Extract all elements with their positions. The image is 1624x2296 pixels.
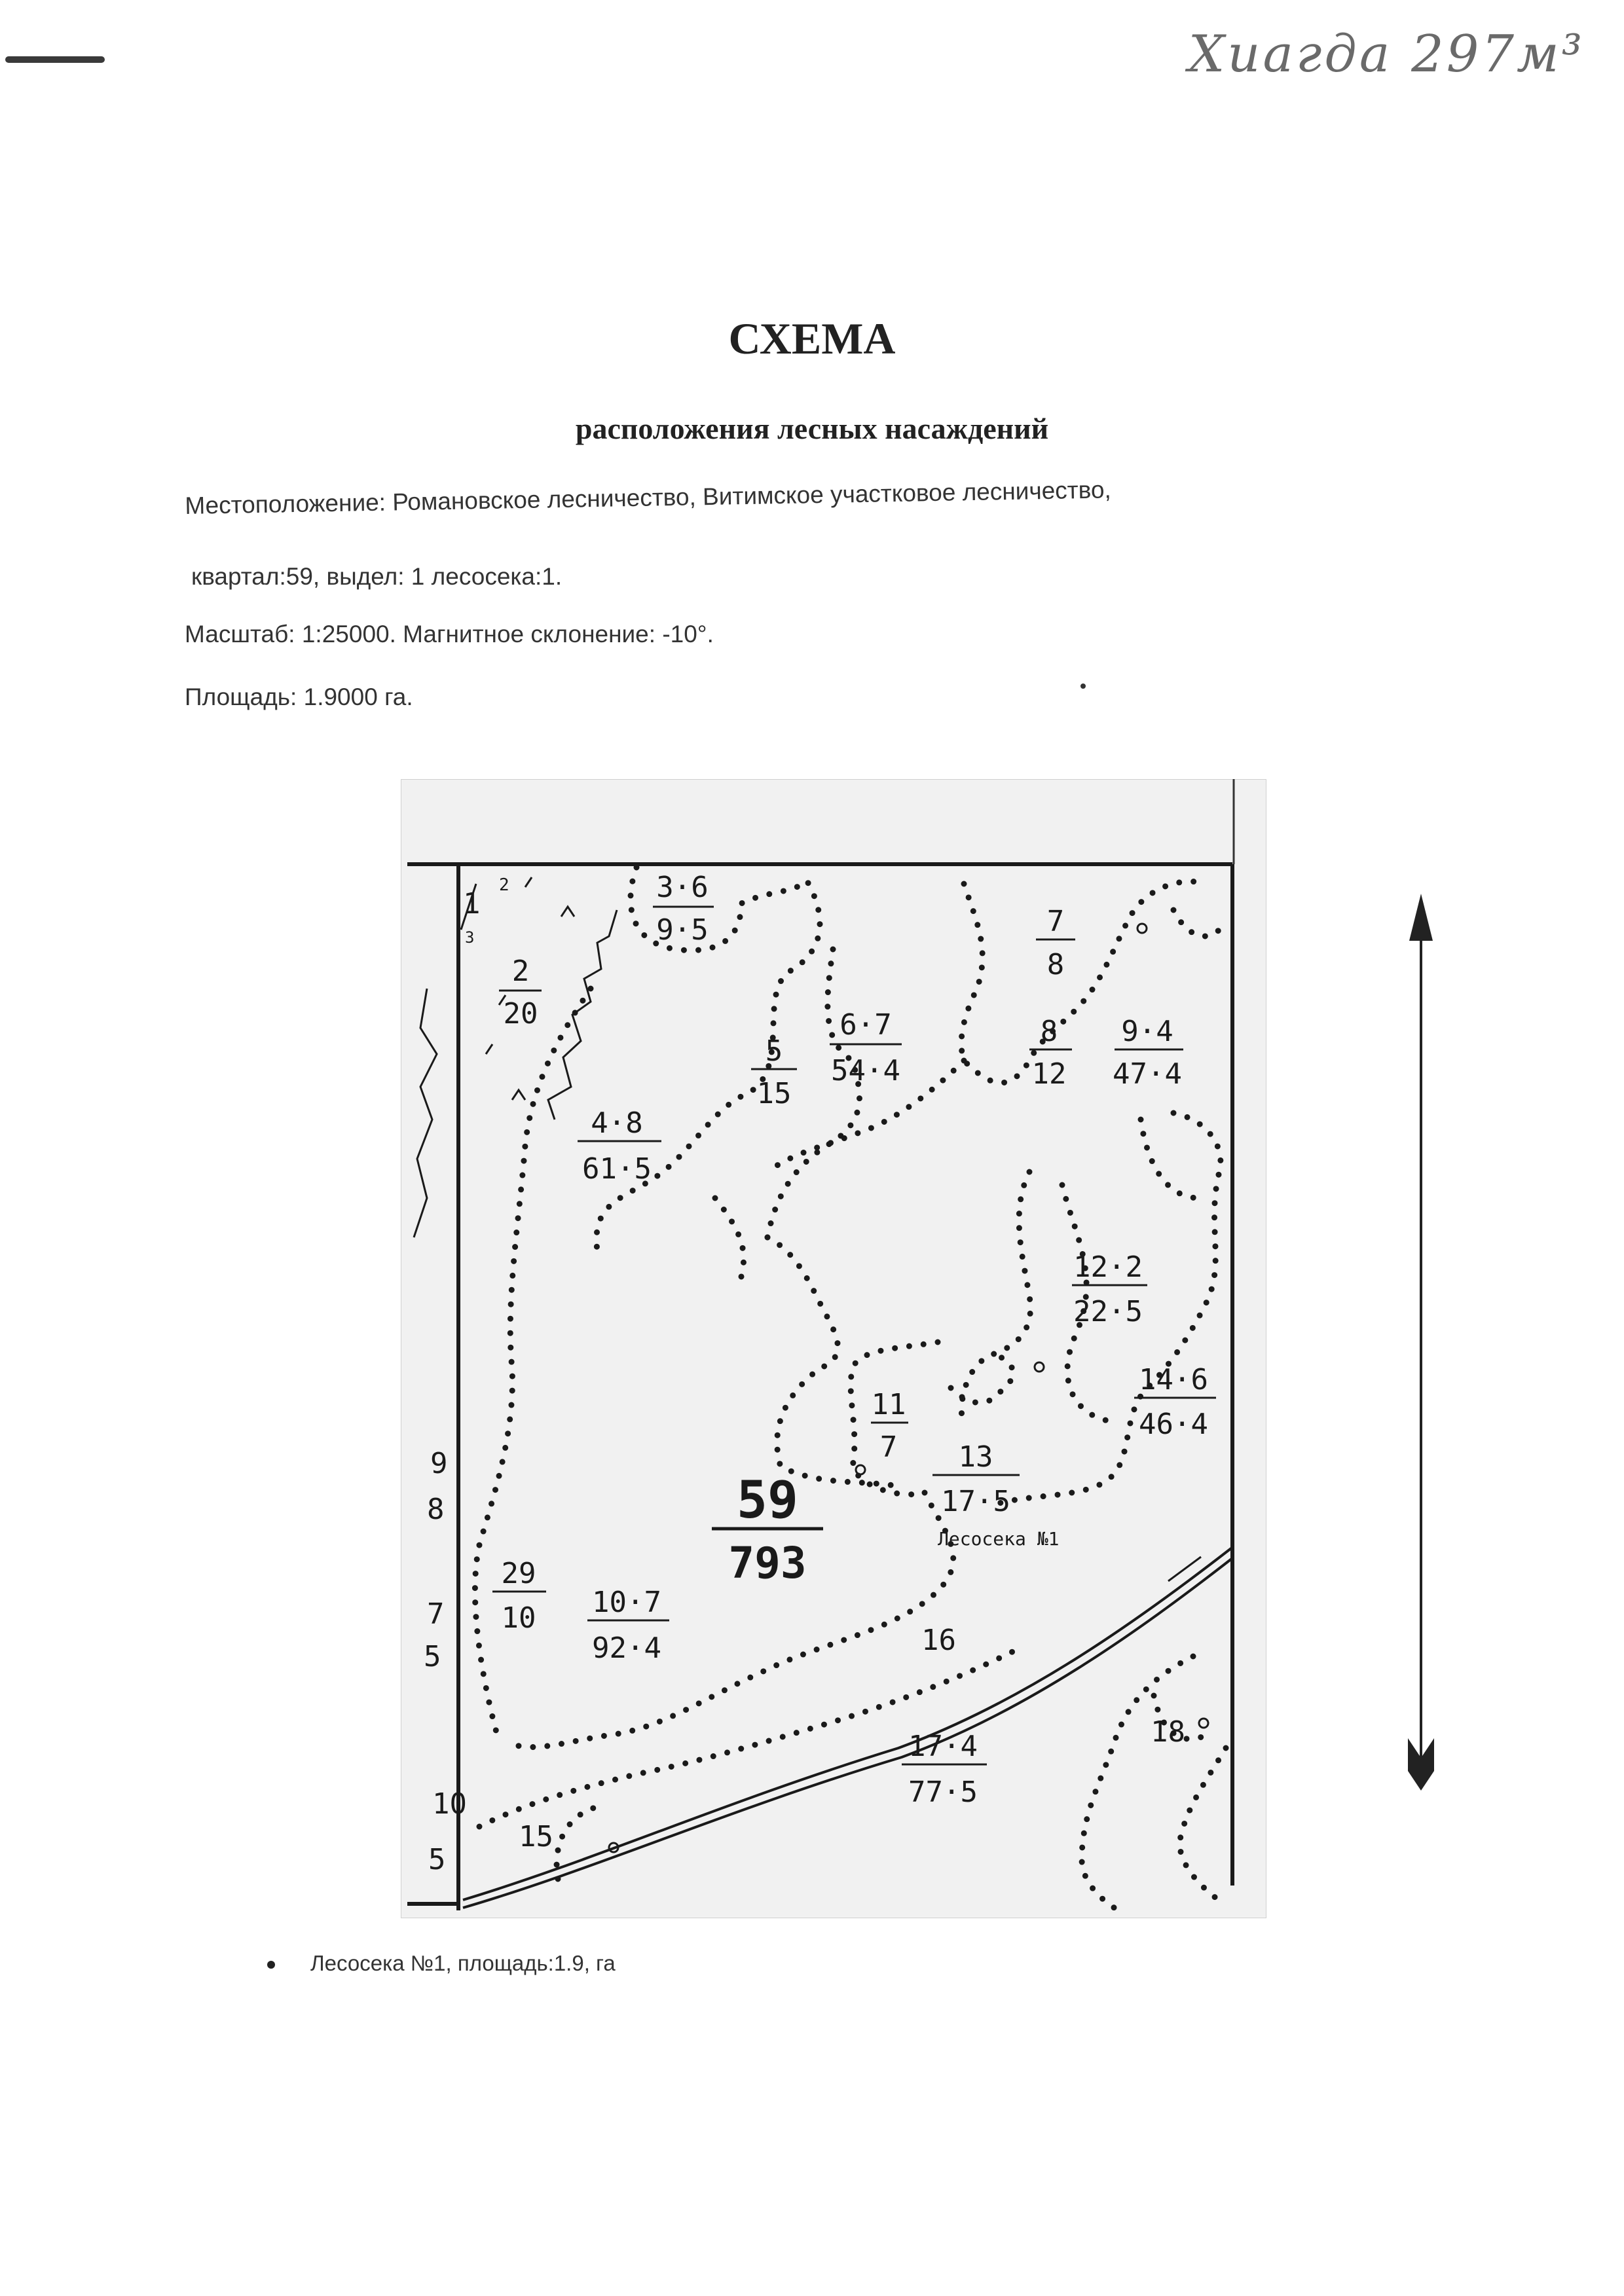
- svg-text:8: 8: [1040, 1015, 1058, 1048]
- svg-text:11: 11: [871, 1388, 906, 1421]
- svg-text:12: 12: [1031, 1057, 1067, 1091]
- handwritten-note: Хиагда 297м³: [1188, 25, 1585, 84]
- scan-mark: [5, 56, 105, 63]
- document-subtitle: расположения лесных насаждений: [575, 412, 1049, 445]
- svg-text:3: 3: [465, 928, 475, 947]
- svg-text:54·4: 54·4: [831, 1054, 900, 1087]
- svg-text:1: 1: [463, 887, 481, 920]
- svg-text:77·5: 77·5: [908, 1776, 978, 1809]
- document-title: СХЕМА: [728, 314, 896, 363]
- svg-text:59: 59: [737, 1471, 798, 1530]
- svg-text:16: 16: [921, 1624, 956, 1657]
- svg-text:61·5: 61·5: [582, 1152, 652, 1186]
- svg-text:4·8: 4·8: [591, 1106, 643, 1140]
- svg-text:10: 10: [501, 1601, 536, 1635]
- area-line: Площадь: 1.9000 га.: [185, 683, 413, 710]
- svg-text:22·5: 22·5: [1073, 1295, 1143, 1328]
- scale-line: Масштаб: 1:25000. Магнитное склонение: -10°.: [185, 621, 714, 647]
- bullet-icon: [267, 1961, 275, 1969]
- svg-text:12·2: 12·2: [1073, 1250, 1143, 1284]
- svg-text:9: 9: [430, 1447, 448, 1480]
- svg-text:5: 5: [428, 1843, 446, 1876]
- arrow-head-icon: [1409, 894, 1433, 941]
- svg-text:15: 15: [519, 1820, 553, 1853]
- svg-text:15: 15: [756, 1077, 792, 1110]
- svg-text:29: 29: [501, 1557, 536, 1590]
- svg-text:17·5: 17·5: [941, 1485, 1010, 1518]
- svg-text:92·4: 92·4: [592, 1631, 661, 1665]
- forest-map-svg: [401, 779, 1266, 1918]
- location-line-1: Местоположение: Романовское лесничество, Витимское участковое лесничество,: [185, 476, 1112, 519]
- svg-text:7: 7: [427, 1597, 445, 1631]
- legend: [267, 1951, 616, 1976]
- svg-text:10·7: 10·7: [592, 1586, 661, 1619]
- svg-text:8: 8: [1046, 948, 1065, 981]
- svg-text:793: 793: [728, 1538, 807, 1588]
- stray-dot: [1080, 683, 1086, 689]
- svg-text:10: 10: [432, 1787, 467, 1821]
- legend-item: Лесосека №1, площадь:1.9, га: [310, 1951, 616, 1975]
- svg-text:18: 18: [1151, 1715, 1185, 1749]
- svg-text:13: 13: [958, 1440, 993, 1474]
- svg-text:9·5: 9·5: [656, 913, 709, 947]
- north-arrow-svg: [1342, 894, 1500, 1797]
- svg-text:6·7: 6·7: [840, 1008, 892, 1042]
- svg-text:3·6: 3·6: [656, 871, 709, 904]
- svg-text:5: 5: [424, 1640, 441, 1673]
- cutting-area-label: Лесосека №1: [938, 1528, 1060, 1550]
- north-arrow: [1342, 894, 1500, 1797]
- svg-text:2: 2: [511, 955, 530, 988]
- svg-text:7: 7: [1046, 905, 1065, 938]
- svg-text:5: 5: [765, 1034, 783, 1068]
- svg-text:20: 20: [503, 997, 538, 1030]
- svg-text:46·4: 46·4: [1139, 1408, 1208, 1441]
- svg-text:8: 8: [427, 1493, 445, 1526]
- forest-map: [401, 779, 1266, 1918]
- location-line-2: квартал:59, выдел: 1 лесосека:1.: [191, 563, 563, 590]
- svg-text:17·4: 17·4: [908, 1730, 978, 1763]
- svg-text:7: 7: [879, 1430, 898, 1464]
- svg-text:14·6: 14·6: [1139, 1363, 1208, 1396]
- svg-text:47·4: 47·4: [1113, 1057, 1182, 1091]
- svg-text:9·4: 9·4: [1121, 1015, 1173, 1048]
- svg-text:2: 2: [499, 875, 509, 895]
